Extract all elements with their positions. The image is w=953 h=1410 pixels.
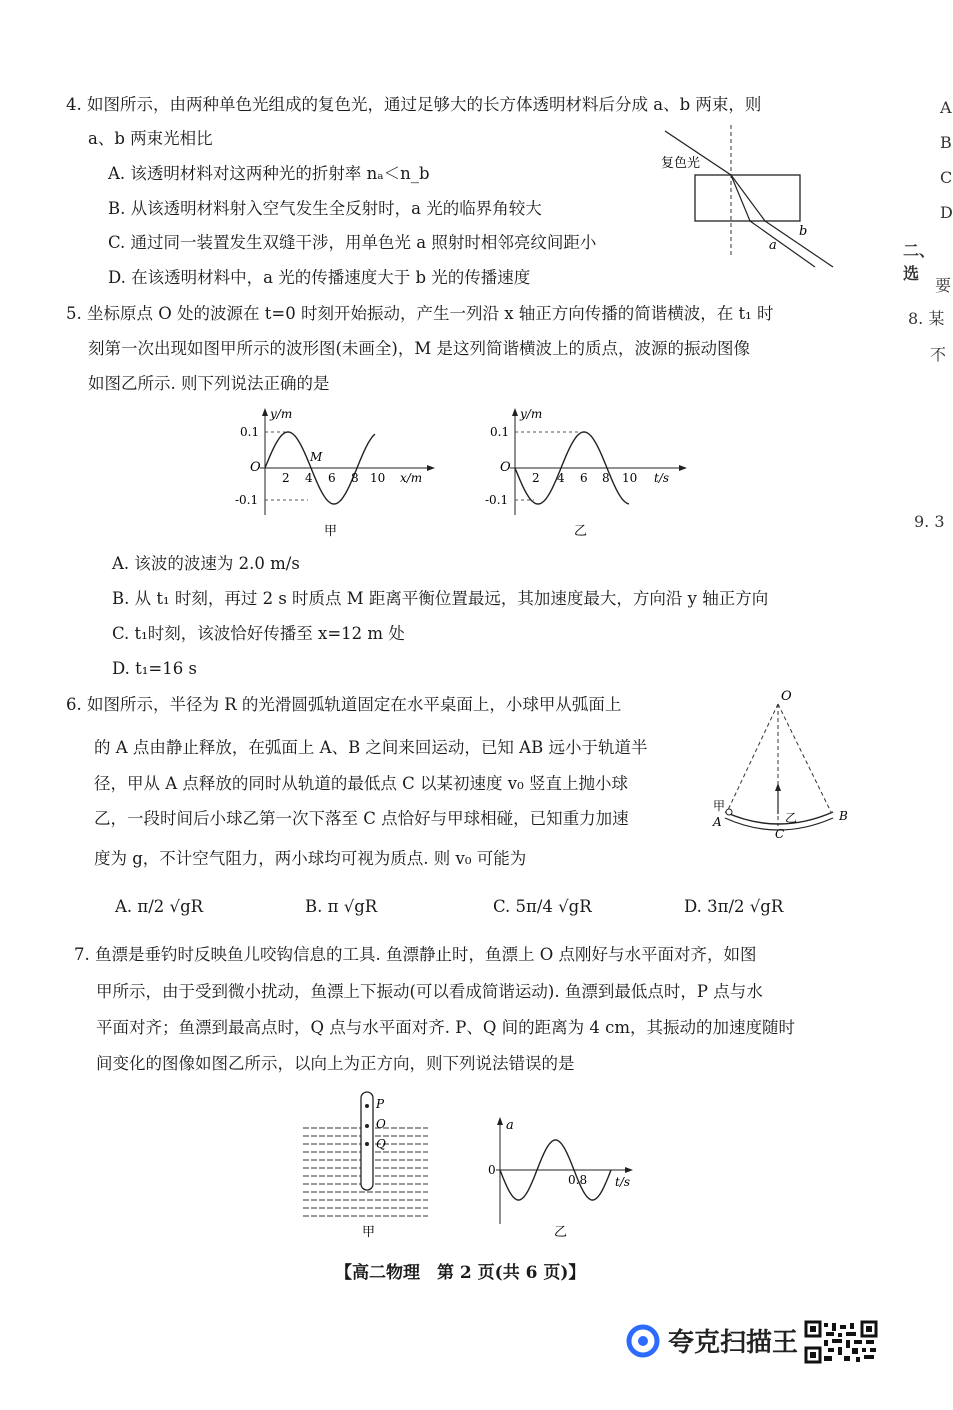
q5-option-c: C. t₁时刻，该波恰好传播至 x=12 m 处 <box>112 624 405 643</box>
q5-line3: 如图乙所示. 则下列说法正确的是 <box>88 374 330 393</box>
q6-option-c: C. 5π/4 √gR <box>493 897 592 916</box>
q6-option-d: D. 3π/2 √gR <box>684 897 784 916</box>
q4-label-a: a <box>769 238 777 253</box>
scanner-brand <box>626 1322 798 1359</box>
q5-jia-xtick-2: 2 <box>282 471 290 485</box>
q5-line2: 刻第一次出现如图甲所示的波形图(未画全)，M 是这列简谐横波上的质点，波源的振动图像 <box>88 339 751 358</box>
q5-yi-xtick-2: 2 <box>532 471 540 485</box>
q7-label-p: P <box>376 1097 385 1111</box>
q5-jia-xtick-4: 4 <box>305 471 313 485</box>
q4-refraction-figure <box>655 125 845 275</box>
q5-yi-ytick-1: 0.1 <box>490 425 510 439</box>
q5-jia-xlabel: x/m <box>400 471 423 485</box>
q6-label-c: C <box>775 827 785 841</box>
edge-text-3: C <box>940 168 953 187</box>
q4-option-d: D. 在该透明材料中，a 光的传播速度大于 b 光的传播速度 <box>108 268 531 287</box>
edge-text-2: B <box>940 133 952 152</box>
q5-yi-caption: 乙 <box>574 524 588 539</box>
q5-jia-ytick-1: 0.1 <box>240 425 260 439</box>
q4-option-b: B. 从该透明材料射入空气发生全反射时，a 光的临界角较大 <box>108 199 542 218</box>
q7-yi-xlabel: t/s <box>615 1175 631 1189</box>
q4-label-b: b <box>799 224 808 239</box>
edge-text-5: 二、选 <box>903 241 936 283</box>
q5-jia-caption: 甲 <box>324 524 338 539</box>
q7-yi-caption: 乙 <box>554 1225 568 1240</box>
q6-line5: 度为 g，不计空气阻力，两小球均可视为质点. 则 v₀ 可能为 <box>94 849 527 868</box>
q5-option-b: B. 从 t₁ 时刻，再过 2 s 时质点 M 距离平衡位置最远，其加速度最大，方向沿 y 轴正方向 <box>112 589 769 608</box>
q5-yi-xtick-10: 10 <box>622 471 638 485</box>
q7-label-q: Q <box>376 1137 386 1151</box>
q7-yi-ylabel: a <box>506 1118 514 1133</box>
q7-line3: 平面对齐；鱼漂到最高点时，Q 点与水平面对齐. P、Q 间的距离为 4 cm，其振动的加速度随时 <box>96 1018 796 1037</box>
edge-text-4: D <box>940 203 953 222</box>
q7-float-figure <box>298 1086 438 1241</box>
q6-label-yi: 乙 <box>785 811 798 825</box>
q5-yi-xtick-6: 6 <box>580 471 588 485</box>
q5-line1: 5. 坐标原点 O 处的波源在 t=0 时刻开始振动，产生一列沿 x 轴正方向传播的简谐横波，在 t₁ 时 <box>66 304 774 323</box>
qr-code-icon[interactable] <box>804 1320 878 1364</box>
q6-option-a: A. π/2 √gR <box>115 897 204 916</box>
q5-option-d: D. t₁=16 s <box>112 659 197 678</box>
edge-text-8: 不 <box>930 345 947 364</box>
q6-line2: 的 A 点由静止释放，在弧面上 A、B 之间来回运动，已知 AB 远小于轨道半 <box>94 738 648 757</box>
q4-line2: a、b 两束光相比 <box>88 129 213 148</box>
q5-jia-ytick-2: -0.1 <box>235 493 259 507</box>
q7-line4: 间变化的图像如图乙所示，以向上为正方向，则下列说法错误的是 <box>96 1054 575 1073</box>
q6-line3: 径，甲从 A 点释放的同时从轨道的最低点 C 以某初速度 v₀ 竖直上抛小球 <box>94 774 628 793</box>
page-footer: 【高二物理 第 2 页(共 6 页)】 <box>335 1263 586 1283</box>
q4-option-c: C. 通过同一装置发生双缝干涉，用单色光 a 照射时相邻亮纹间距小 <box>108 233 597 252</box>
edge-text-6: 要 <box>935 276 952 295</box>
q5-jia-ylabel: y/m <box>270 407 293 421</box>
q7-line2: 甲所示，由于受到微小扰动，鱼漂上下振动(可以看成简谐运动). 鱼漂到最低点时，P 点与水 <box>96 982 763 1001</box>
q7-yi-tick: 0.8 <box>568 1173 588 1187</box>
q5-yi-origin: O <box>500 460 511 475</box>
q5-jia-point-m: M <box>310 450 323 464</box>
q5-jia-xtick-8: 8 <box>351 471 359 485</box>
q6-label-o: O <box>781 689 792 704</box>
q5-jia-origin: O <box>250 460 261 475</box>
q5-option-a: A. 该波的波速为 2.0 m/s <box>112 554 300 573</box>
edge-text-9: 9. 3 <box>914 512 945 531</box>
q6-label-jia: 甲 <box>713 799 726 813</box>
edge-text-7: 8. 某 <box>908 309 945 328</box>
q4-line1: 4. 如图所示，由两种单色光组成的复色光，通过足够大的长方体透明材料后分成 a、b 两束，则 <box>66 95 762 114</box>
q7-acceleration-chart <box>478 1112 638 1242</box>
q5-yi-ylabel: y/m <box>520 407 543 421</box>
q5-yi-xlabel: t/s <box>654 471 670 485</box>
q5-jia-xtick-6: 6 <box>328 471 336 485</box>
q5-yi-ytick-2: -0.1 <box>485 493 509 507</box>
q6-option-b: B. π √gR <box>305 897 378 916</box>
q5-yi-xtick-8: 8 <box>602 471 610 485</box>
q6-label-a: A <box>713 815 722 829</box>
q7-yi-origin: 0 <box>488 1163 496 1177</box>
q6-label-b: B <box>839 809 848 823</box>
q6-line1: 6. 如图所示，半径为 R 的光滑圆弧轨道固定在水平桌面上，小球甲从弧面上 <box>66 695 622 714</box>
q5-chart-jia <box>230 403 440 543</box>
q4-label-light: 复色光 <box>661 156 701 171</box>
q7-line1: 7. 鱼漂是垂钓时反映鱼儿咬钩信息的工具. 鱼漂静止时，鱼漂上 O 点刚好与水平面对齐，如图 <box>74 945 757 964</box>
q5-yi-xtick-4: 4 <box>557 471 565 485</box>
q5-jia-xtick-10: 10 <box>370 471 386 485</box>
q5-chart-yi <box>482 403 692 543</box>
q7-label-o: O <box>376 1117 386 1131</box>
q4-option-a: A. 该透明材料对这两种光的折射率 nₐ＜n_b <box>108 164 430 183</box>
edge-text-1: A <box>940 98 952 117</box>
q7-jia-caption: 甲 <box>362 1225 376 1240</box>
brand-name: 夸克扫描王 <box>668 1328 799 1358</box>
q6-line4: 乙，一段时间后小球乙第一次下落至 C 点恰好与甲球相碰，已知重力加速 <box>94 809 629 828</box>
brand-logo-icon <box>626 1324 660 1358</box>
q6-arc-track-figure <box>705 688 855 848</box>
